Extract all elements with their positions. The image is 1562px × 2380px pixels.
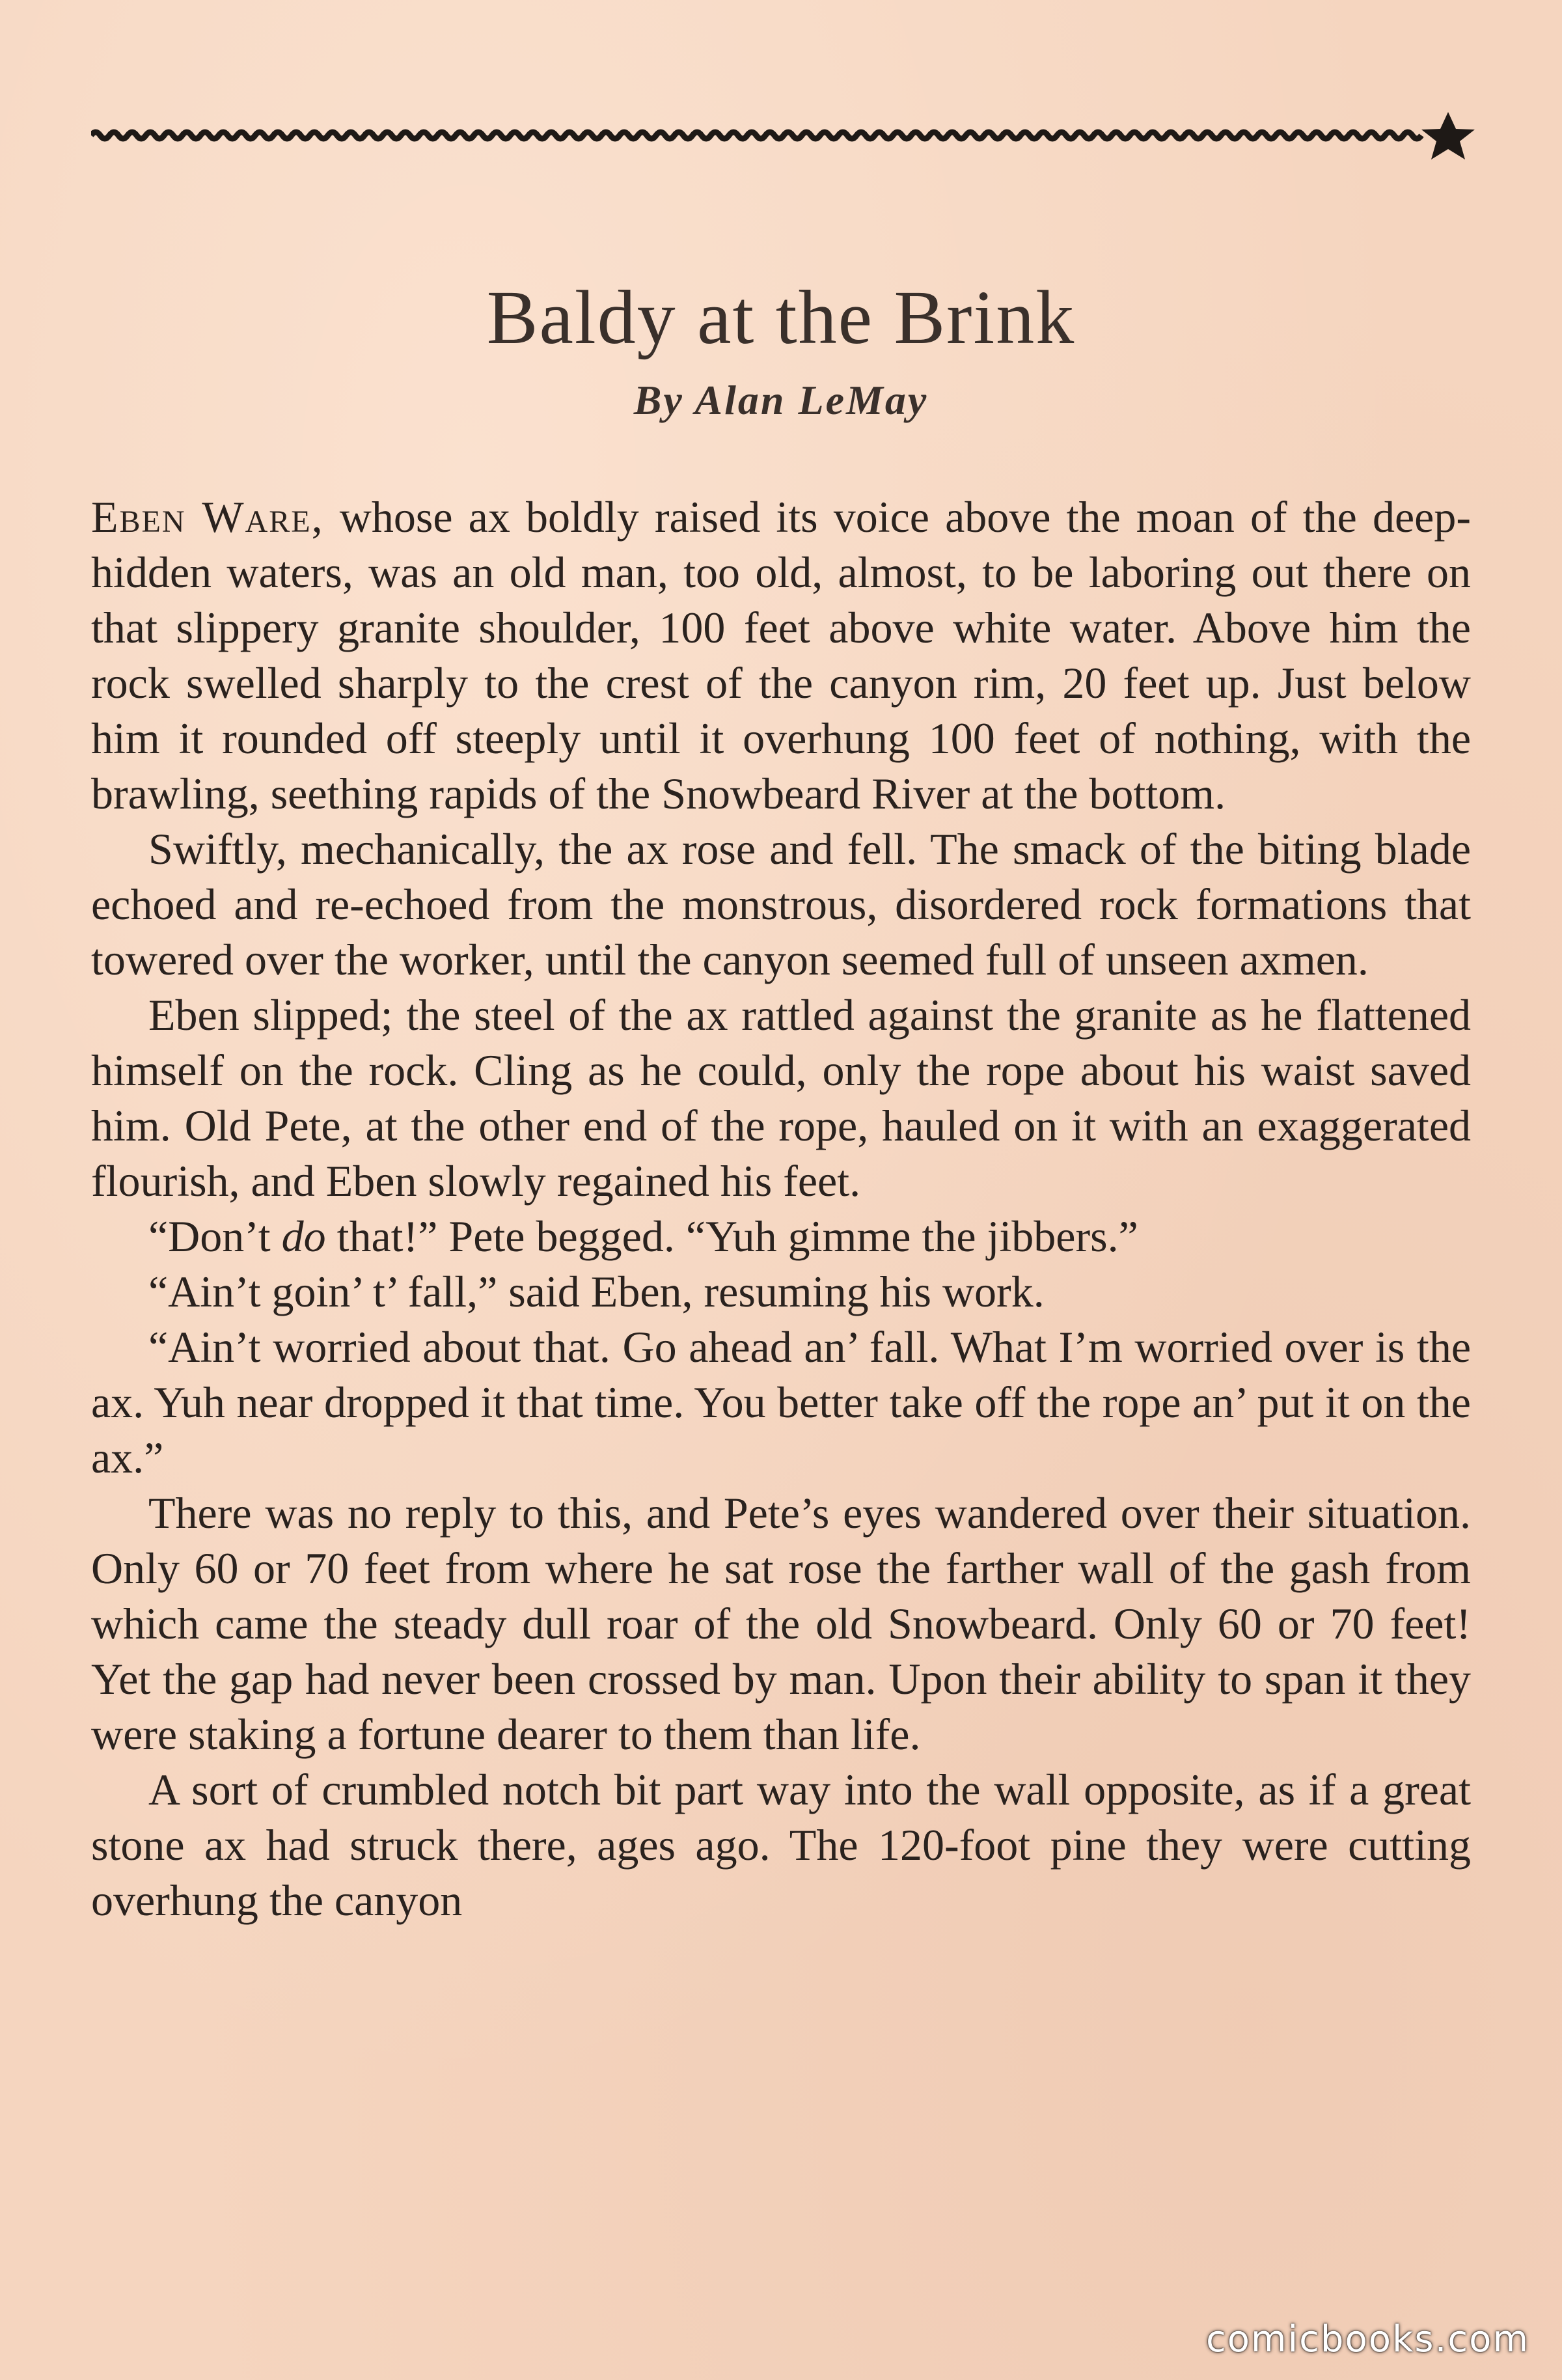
paragraph-6: “Ain’t worried about that. Go ahead an’ fall. What I’m worried over is the ax. Yuh near dropped it that time. You better take off the rope an’ put it on the ax.”: [91, 1322, 1471, 1482]
paragraph-text: whose ax boldly raised its voice above the moan of the deep-hidden waters, was an old man, too old, almost, to be laboring out there on that slippery granite shoulder, 100 feet above white water. Above him the rock swelled sharply to the crest of the canyon rim, 20 feet up. Just below him it rounded off steeply until it overhung 100 feet of nothing, with the brawling, seething rapids of the Snowbeard River at the bottom.: [91, 492, 1471, 818]
paragraph-8: A sort of crumbled notch bit part way into the wall opposite, as if a great stone ax had struck there, ages ago. The 120-foot pine they were cutting overhung the canyon: [91, 1765, 1471, 1925]
article-title: Baldy at the Brink: [486, 275, 1076, 360]
paragraph-5: “Ain’t goin’ t’ fall,” said Eben, resuming his work.: [148, 1267, 1045, 1316]
watermark-logo: comicbooks.com: [1205, 2318, 1529, 2360]
star-icon: [1421, 112, 1475, 159]
dialogue-text: that!” Pete begged. “Yuh gimme the jibbers.”: [325, 1211, 1138, 1261]
decorative-wavy-rule: [91, 109, 1477, 161]
paragraph-4: [91, 1209, 1471, 1264]
paragraph-1: [91, 490, 1471, 822]
lead-in-name: Eben Ware,: [91, 492, 324, 542]
article-body: [91, 490, 1471, 1928]
paragraph-2: Swiftly, mechanically, the ax rose and fell. The smack of the biting blade echoed and re-echoed from the monstrous, disordered rock formations that towered over the worker, until the canyon seemed full of unseen axmen.: [91, 824, 1471, 984]
paragraph-7: There was no reply to this, and Pete’s eyes wandered over their situation. Only 60 or 70 feet from where he sat rose the farther wall of the gash from which came the steady dull roar of the old Snowbeard. Only 60 or 70 feet! Yet the gap had never been crossed by man. Upon their ability to span it they were staking a fortune dearer to them than life.: [91, 1488, 1471, 1759]
paragraph-3: Eben slipped; the steel of the ax rattled against the granite as he flattened himself on the rock. Cling as he could, only the rope about his waist saved him. Old Pete, at the other end of the rope, hauled on it with an exaggerated flourish, and Eben slowly regained his feet.: [91, 990, 1471, 1206]
emphasis-text: do: [281, 1211, 326, 1261]
dialogue-text: “Don’t: [148, 1211, 282, 1261]
article-byline: By Alan LeMay: [633, 377, 929, 423]
